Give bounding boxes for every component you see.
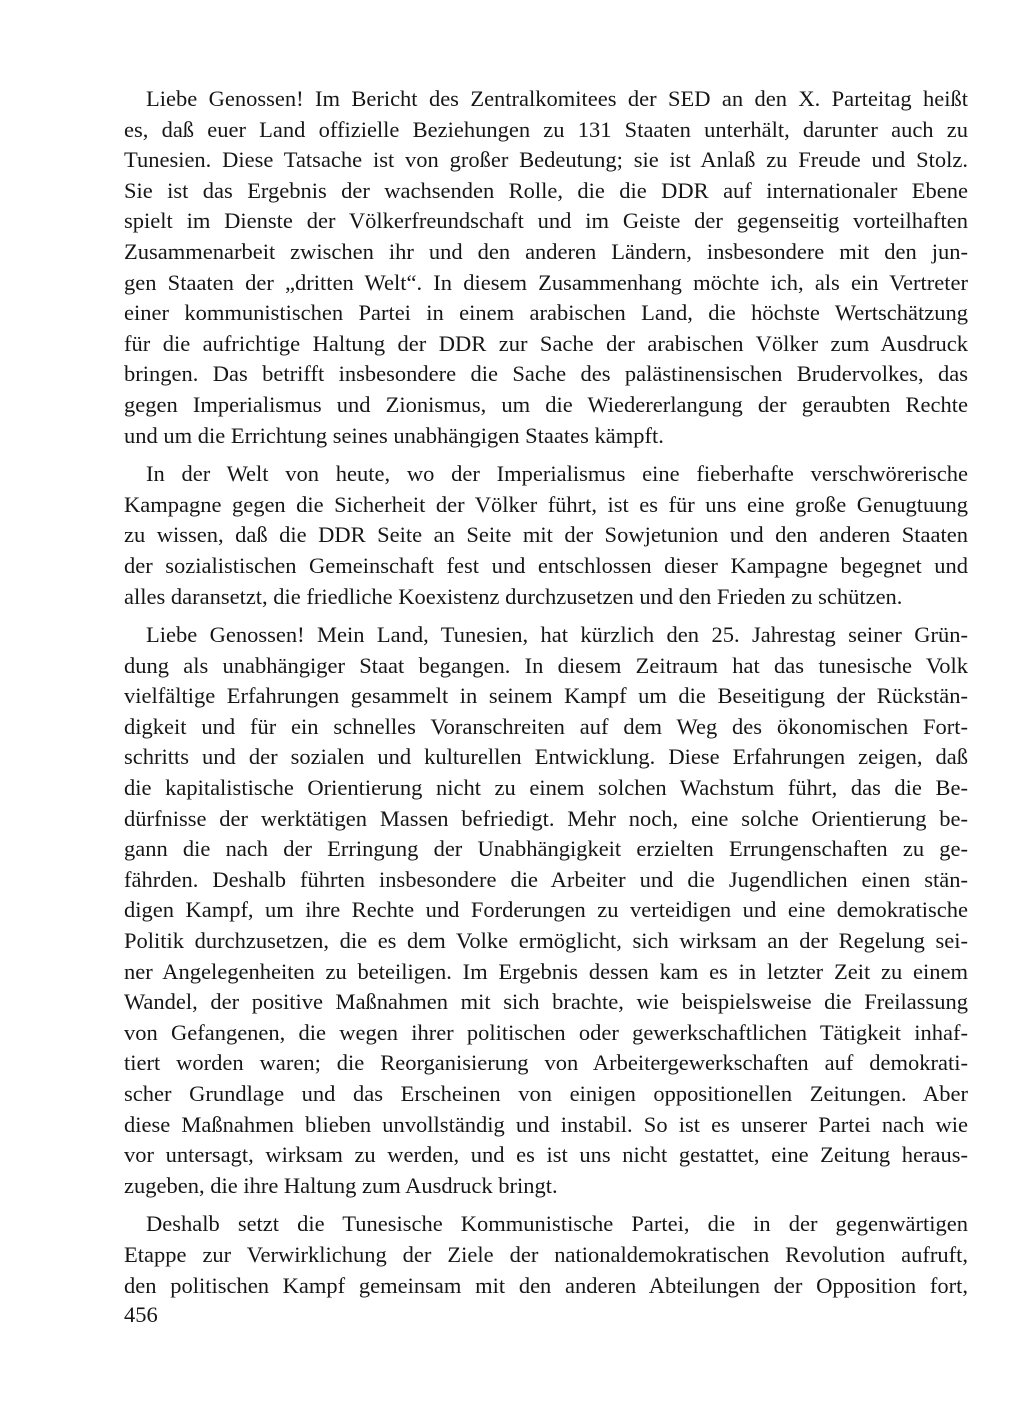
text-line: die kapitalistische Orientierung nicht zu einem solchen Wachstum führt, das die Be- [124, 775, 968, 801]
text-line: Tunesien. Diese Tatsache ist von großer Bedeutung; sie ist Anlaß zu Freude und Stolz. [124, 147, 968, 173]
text-line: den politischen Kampf gemeinsam mit den anderen Abteilungen der Opposition fort, [124, 1272, 968, 1298]
text-line: gegen Imperialismus und Zionismus, um die Wiedererlangung der geraubten Rechte [124, 391, 968, 417]
text-line: und um die Errichtung seines unabhängigen Staates kämpft. [124, 422, 664, 448]
text-line: fährden. Deshalb führten insbesondere die Arbeiter und die Jugendlichen einen stän- [124, 866, 968, 892]
paragraph [124, 84, 968, 451]
text-line: zugeben, die ihre Haltung zum Ausdruck bringt. [124, 1172, 558, 1198]
text-line: dürfnisse der werktätigen Massen befriedigt. Mehr noch, eine solche Orientierung be- [124, 805, 968, 831]
text-line: Kampagne gegen die Sicherheit der Völker führt, ist es für uns eine große Genugtuung [124, 491, 968, 517]
paragraph [124, 1209, 968, 1301]
text-line: tiert worden waren; die Reorganisierung von Arbeitergewerkschaften auf demokrati- [124, 1050, 968, 1076]
text-line: gann die nach der Erringung der Unabhängigkeit erzielten Errungenschaften zu ge- [124, 836, 968, 862]
text-line: Deshalb setzt die Tunesische Kommunistische Partei, die in der gegenwärtigen [146, 1211, 968, 1237]
text-line: Liebe Genossen! Mein Land, Tunesien, hat kürzlich den 25. Jahrestag seiner Grün- [146, 622, 968, 648]
page-number: 456 [124, 1302, 158, 1327]
text-line: Wandel, der positive Maßnahmen mit sich brachte, wie beispielsweise die Freilassung [124, 989, 968, 1015]
text-line: bringen. Das betrifft insbesondere die Sache des palästinensischen Brudervolkes, das [124, 361, 968, 387]
text-line: dung als unabhängiger Staat begangen. In diesem Zeitraum hat das tunesische Volk [124, 652, 968, 678]
text-line: digen Kampf, um ihre Rechte und Forderungen zu verteidigen und eine demokratische [124, 897, 968, 923]
text-line: digkeit und für ein schnelles Voranschreiten auf dem Weg des ökonomischen Fort- [124, 713, 968, 739]
text-line: Politik durchzusetzen, die es dem Volke ermöglicht, sich wirksam an der Regelung sei- [124, 928, 968, 954]
text-line: Sie ist das Ergebnis der wachsenden Rolle, die die DDR auf internationaler Ebene [124, 177, 968, 203]
text-line: alles daransetzt, die friedliche Koexistenz durchzusetzen und den Frieden zu schützen. [124, 583, 903, 609]
text-line: es, daß euer Land offizielle Beziehungen zu 131 Staaten unterhält, darunter auch zu [124, 116, 968, 142]
text-line: vor untersagt, wirksam zu werden, und es ist uns nicht gestattet, eine Zeitung heraus- [124, 1142, 968, 1168]
text-line: zu wissen, daß die DDR Seite an Seite mit der Sowjetunion und den anderen Staaten [124, 522, 968, 548]
text-line: diese Maßnahmen blieben unvollständig und instabil. So ist es unserer Partei nach wie [124, 1111, 968, 1137]
body-text [124, 84, 968, 1309]
paragraph [124, 620, 968, 1201]
paragraph [124, 459, 968, 612]
text-line: Zusammenarbeit zwischen ihr und den anderen Ländern, insbesondere mit den jun- [124, 238, 968, 264]
text-line: schritts und der sozialen und kulturellen Entwicklung. Diese Erfahrungen zeigen, daß [124, 744, 968, 770]
text-line: ner Angelegenheiten zu beteiligen. Im Ergebnis dessen kam es in letzter Zeit zu einem [124, 958, 968, 984]
text-line: der sozialistischen Gemeinschaft fest und entschlossen dieser Kampagne begegnet und [124, 552, 968, 578]
text-line: spielt im Dienste der Völkerfreundschaft und im Geiste der gegenseitig vorteilhaften [124, 208, 968, 234]
text-line: einer kommunistischen Partei in einem arabischen Land, die höchste Wertschätzung [124, 300, 968, 326]
text-line: In der Welt von heute, wo der Imperialismus eine fieberhafte verschwörerische [146, 461, 968, 487]
text-line: scher Grundlage und das Erscheinen von einigen oppositionellen Zeitungen. Aber [124, 1081, 968, 1106]
text-line: Etappe zur Verwirklichung der Ziele der nationaldemokratischen Revolution aufruft, [124, 1241, 968, 1267]
text-line: Liebe Genossen! Im Bericht des Zentralkomitees der SED an den X. Parteitag heißt [146, 86, 968, 111]
text-line: von Gefangenen, die wegen ihrer politischen oder gewerkschaftlichen Tätigkeit inhaf- [124, 1019, 968, 1045]
text-line: gen Staaten der „dritten Welt“. In diesem Zusammenhang möchte ich, als ein Vertreter [124, 269, 968, 295]
text-line: für die aufrichtige Haltung der DDR zur Sache der arabischen Völker zum Ausdruck [124, 330, 968, 356]
text-line: vielfältige Erfahrungen gesammelt in seinem Kampf um die Beseitigung der Rückstän- [124, 683, 968, 709]
